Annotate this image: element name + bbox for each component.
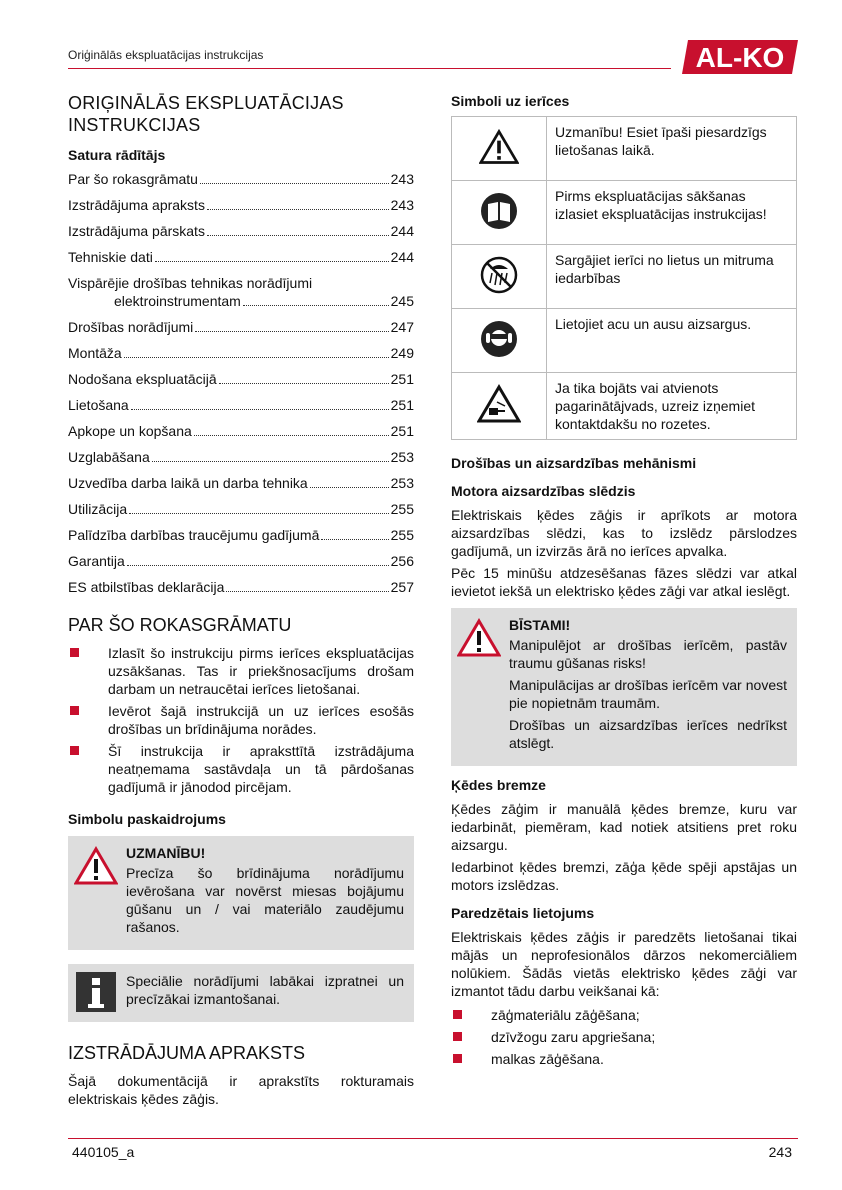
toc-title: Satura rādītājs [68, 147, 166, 163]
warning-triangle-icon [74, 846, 118, 886]
info-icon [74, 970, 118, 1014]
toc-entry: Par šo rokasgrāmatu 243 [68, 171, 414, 187]
unplug-warning-icon [477, 384, 521, 424]
info-text: Speciālie norādījumi labākai izpratnei un precīzākai izmantošanai. [126, 973, 404, 1007]
intended-use-title: Paredzētais lietojums [451, 905, 595, 921]
motor-paragraph-1: Elektriskais ķēdes zāģis ir aprīkots ar motora aizsardzības slēdzi, kas to izslēdz pārslodzes gadījumā, un izvirzās ārā no ierīces apvalka. [451, 507, 797, 559]
device-symbols-title: Simboli uz ierīces [451, 93, 570, 109]
right-column [451, 88, 797, 1072]
toc-entry: Vispārējie drošības tehnikas norādījumi elektroinstrumentam 245 [68, 275, 414, 309]
list-item: malkas zāģēšana. [451, 1050, 797, 1068]
page-number: 243 [768, 1144, 792, 1160]
symbol-text: Uzmanību! Esiet īpaši piesardzīgs lietošanas laikā. [547, 117, 797, 181]
toc-entry: Tehniskie dati 244 [68, 249, 414, 265]
footer-rule [68, 1138, 798, 1139]
chain-brake-title: Ķēdes bremze [451, 777, 546, 793]
list-item: zāģmateriālu zāģēšana; [451, 1006, 797, 1024]
danger-paragraph-1: Manipulējot ar drošības ierīcēm, pastāv traumu gūšanas risks! [509, 637, 787, 671]
main-title: ORIĢINĀLĀS EKSPLUATĀCIJAS INSTRUKCIJAS [68, 93, 344, 135]
toc-entry: Apkope un kopšana 251 [68, 423, 414, 439]
description-text: Šajā dokumentācijā ir aprakstīts rokturamais elektriskais ķēdes zāģis. [68, 1073, 414, 1107]
toc-entry: Utilizācija 255 [68, 501, 414, 517]
doc-code: 440105_a [72, 1144, 135, 1160]
alko-logo [680, 38, 800, 76]
table-of-contents [68, 170, 414, 596]
eye-ear-protection-icon [479, 319, 519, 359]
info-notice [68, 964, 414, 1022]
warning-triangle-icon [479, 128, 519, 166]
toc-entry: Montāža 249 [68, 345, 414, 361]
symbol-text: Sargājiet ierīci no lietus un mitruma iedarbības [547, 245, 797, 309]
danger-notice [451, 608, 797, 766]
list-item: Izlasīt šo instrukciju pirms ierīces ekspluatācijas uzsākšanas. Tas ir priekšnosacījums drošam darbam un netraucētai ierīces lietošanai. [68, 644, 414, 698]
danger-title: BĪSTAMI! [509, 617, 571, 633]
motor-switch-title: Motora aizsardzības slēdzis [451, 483, 636, 499]
table-row [452, 373, 797, 440]
toc-entry: Lietošana 251 [68, 397, 414, 413]
toc-entry: Nodošana ekspluatācijā 251 [68, 371, 414, 387]
running-header: Oriģinālās ekspluatācijas instrukcijas [68, 48, 264, 62]
danger-paragraph-3: Drošības un aizsardzības ierīces nedrīkst atslēgt. [509, 717, 787, 751]
use-paragraph: Elektriskais ķēdes zāģis ir paredzēts lietošanai tikai mājās un neprofesionālos dārzos nekomerciāliem nolūkiem. Šādās vietās elektrisko ķēdes zāģi var izmantot tādu darbu veikšanai kā: [451, 929, 797, 999]
danger-paragraph-2: Manipulācijas ar drošības ierīcēm var novest pie nopietnām traumām. [509, 677, 787, 711]
symbols-explanation-title: Simbolu paskaidrojums [68, 811, 226, 827]
toc-entry: Garantija 256 [68, 553, 414, 569]
symbol-text: Ja tika bojāts vai atvienots pagarinātājvads, uzreiz izņemiet kontaktdakšu no rozetes. [547, 373, 797, 440]
left-column [68, 88, 414, 1112]
table-row [452, 245, 797, 309]
about-bullets [68, 644, 414, 796]
table-row [452, 117, 797, 181]
caution-text: Precīza šo brīdinājuma norādījumu ievērošana var novērst miesas bojājumu gūšanu un / vai materiālo zaudējumu rašanos. [126, 865, 404, 935]
symbol-text: Pirms ekspluatācijas sākšanas izlasiet ekspluatācijas instrukcijas! [547, 181, 797, 245]
use-bullets [451, 1006, 797, 1068]
toc-entry: Uzvedība darba laikā un darba tehnika 253 [68, 475, 414, 491]
list-item: dzīvžogu zaru apgriešana; [451, 1028, 797, 1046]
about-title: PAR ŠO ROKASGRĀMATU [68, 615, 292, 635]
table-row [452, 181, 797, 245]
table-row [452, 309, 797, 373]
caution-title: UZMANĪBU! [126, 845, 206, 861]
list-item: Šī instrukcija ir apraksttītā izstrādājuma neatņemama sastāvdaļa un tā pārdošanas gadījumā ir jānodod pircējam. [68, 742, 414, 796]
motor-paragraph-2: Pēc 15 minūšu atdzesēšanas fāzes slēdzi var atkal ievietot iekšā un elektrisko ķēdes zāģi var atkal ieslēgt. [451, 565, 797, 599]
symbol-text: Lietojiet acu un ausu aizsargus. [547, 309, 797, 373]
brake-paragraph-1: Ķēdes zāģim ir manuālā ķēdes bremze, kuru var iedarbināt, piemēram, kad notiek atsitiens pret roku aizsargu. [451, 801, 797, 853]
caution-notice [68, 836, 414, 950]
toc-entry: Drošības norādījumi 247 [68, 319, 414, 335]
toc-entry: Izstrādājuma apraksts 243 [68, 197, 414, 213]
svg-text:AL-KO: AL-KO [695, 42, 785, 73]
description-title: IZSTRĀDĀJUMA APRAKSTS [68, 1043, 306, 1063]
no-rain-icon [479, 255, 519, 295]
toc-entry: Izstrādājuma pārskats 244 [68, 223, 414, 239]
device-symbols-table [451, 116, 797, 440]
brake-paragraph-2: Iedarbinot ķēdes bremzi, zāģa ķēde spēji apstājas un motors izslēdzas. [451, 859, 797, 893]
toc-entry: ES atbilstības deklarācija 257 [68, 579, 414, 595]
warning-triangle-icon [457, 618, 501, 658]
toc-entry: Uzglabāšana 253 [68, 449, 414, 465]
read-manual-icon [479, 191, 519, 231]
list-item: Ievērot šajā instrukcijā un uz ierīces esošās drošības un brīdinājuma norādes. [68, 702, 414, 738]
safety-title: Drošības un aizsardzības mehānismi [451, 455, 697, 471]
toc-entry: Palīdzība darbības traucējumu gadījumā 255 [68, 527, 414, 543]
header-rule [68, 68, 671, 69]
